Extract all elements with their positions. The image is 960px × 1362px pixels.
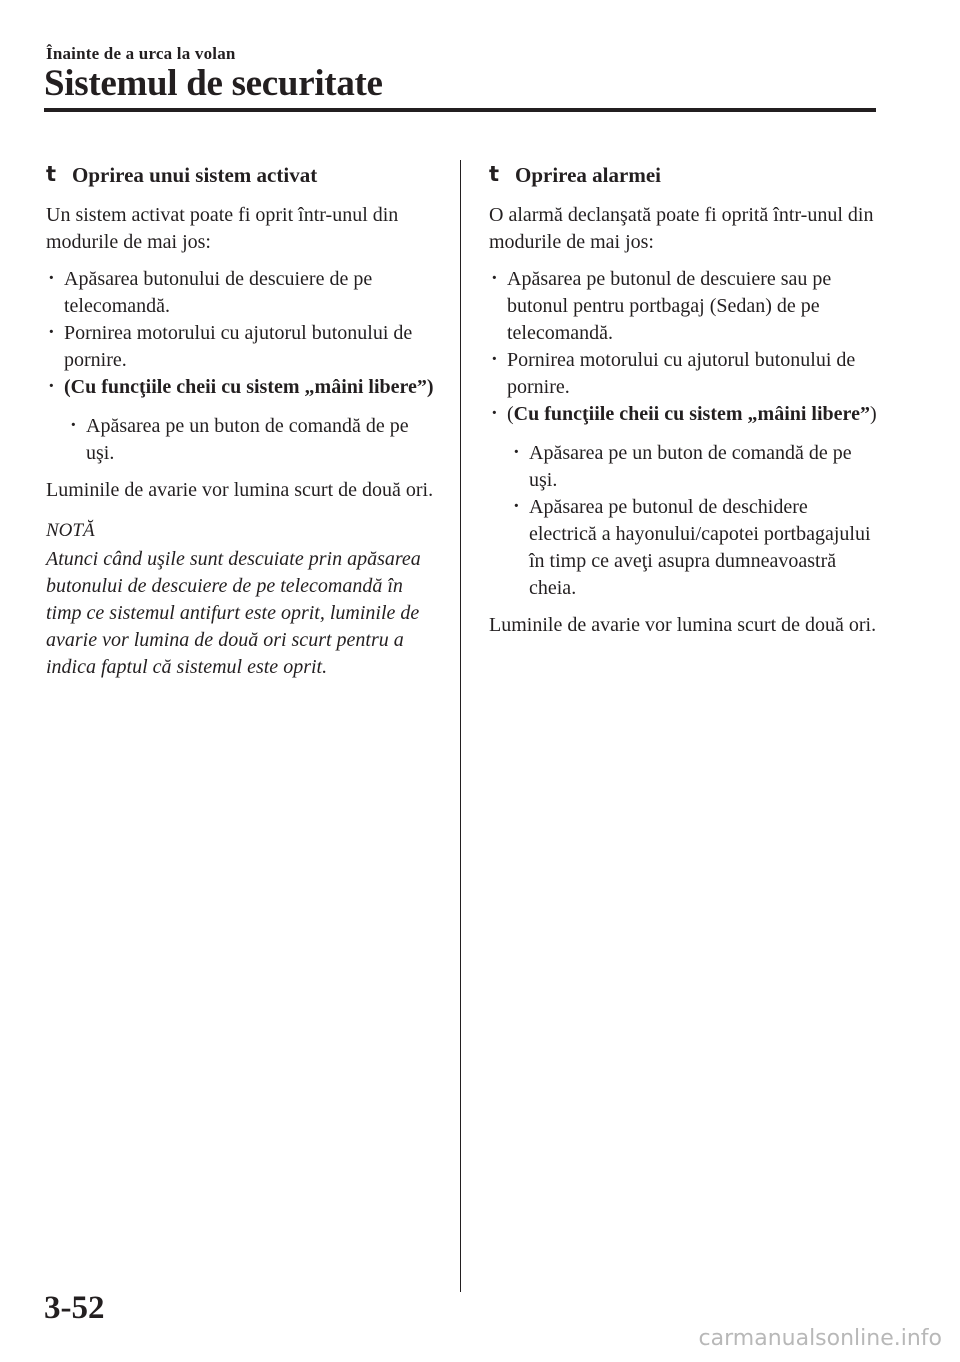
header-rule [44, 108, 876, 112]
list-item: · Apăsarea butonului de descuiere de pe telecomandă. [46, 266, 438, 320]
sub-bullet-list [68, 413, 438, 467]
list-item: · Apăsarea pe butonul de deschidere electrică a hayonului/capotei portbagajului în timp ce aveţi asupra dumneavoastră cheia. [511, 494, 879, 602]
watermark: carmanualsonline.info [698, 1326, 942, 1351]
section-marker-icon: t [489, 162, 500, 186]
paren-open: ( [507, 403, 514, 425]
sub-bullet-list [511, 440, 879, 602]
section-marker-icon: t [46, 162, 57, 186]
list-item: · Apăsarea pe un buton de comandă de pe uşi. [68, 413, 438, 467]
list-item: · Apăsarea pe un buton de comandă de pe uşi. [511, 440, 879, 494]
note-title: NOTĂ [46, 520, 95, 541]
outro-paragraph: Luminile de avarie vor lumina scurt de două ori. [46, 479, 434, 501]
page-number: 3-52 [44, 1290, 105, 1326]
keyless-label: Cu funcţiile cheii cu sistem „mâini libere” [513, 403, 870, 425]
bullet-list [46, 266, 438, 401]
section-heading-alarm-stop [489, 160, 879, 190]
column-divider [460, 160, 461, 1292]
page-title: Sistemul de securitate [44, 63, 383, 104]
intro-paragraph: O alarmă declanşată poate fi oprită într-unul din modurile de mai jos: [489, 204, 874, 253]
list-item: · (Cu funcţiile cheii cu sistem „mâini libere”) [46, 374, 438, 401]
outro-paragraph: Luminile de avarie vor lumina scurt de două ori. [489, 614, 877, 636]
list-item: · Pornirea motorului cu ajutorul butonului de pornire. [489, 347, 879, 401]
list-item: · Apăsarea pe butonul de descuiere sau pe butonul pentru portbagaj (Sedan) de pe telecomandă. [489, 266, 879, 347]
note-text: Atunci când uşile sunt descuiate prin apăsarea butonului de descuiere de pe telecomandă în timp ce sistemul antifurt este oprit, luminile de avarie vor lumina de două ori scurt pentru a indica faptul că sistemul este oprit. [46, 548, 421, 678]
section-heading-text: Oprirea unui sistem activat [72, 163, 318, 187]
right-column [489, 160, 879, 649]
list-item: · Pornirea motorului cu ajutorul butonului de pornire. [46, 320, 438, 374]
intro-paragraph: Un sistem activat poate fi oprit într-unul din modurile de mai jos: [46, 204, 399, 253]
bullet-list [489, 266, 879, 428]
left-column [46, 160, 438, 681]
section-heading-text: Oprirea alarmei [515, 163, 661, 187]
paren-close: ) [869, 403, 877, 425]
chapter-label: Înainte de a urca la volan [46, 44, 236, 63]
list-item [489, 401, 879, 428]
section-heading-deactivate [46, 160, 438, 190]
